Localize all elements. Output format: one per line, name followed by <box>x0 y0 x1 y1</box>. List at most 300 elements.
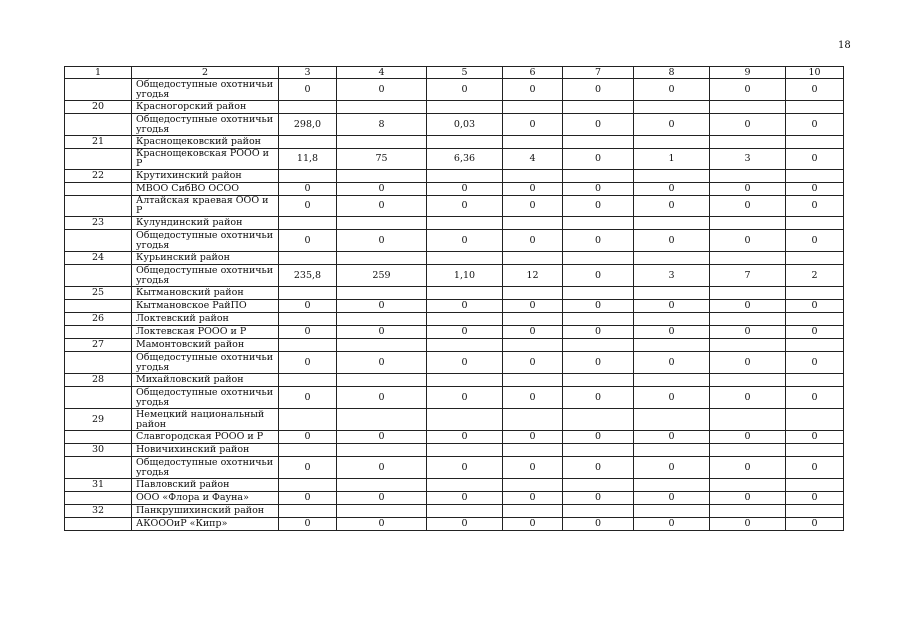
value-cell <box>427 170 503 183</box>
district-name-cell: Панкрушихинский район <box>132 505 279 518</box>
table-row <box>65 149 844 170</box>
header-cell: 2 <box>132 67 279 79</box>
value-cell: 0 <box>503 230 563 252</box>
value-cell: 0 <box>786 352 844 374</box>
value-cell: 0 <box>279 79 337 101</box>
value-cell <box>503 505 563 518</box>
value-cell: 0 <box>503 457 563 479</box>
value-cell: 0 <box>786 492 844 505</box>
value-cell: 0 <box>710 196 786 217</box>
header-cell: 1 <box>65 67 132 79</box>
organization-name-cell: Общедоступные охотничьи угодья <box>132 387 279 409</box>
value-cell: 0 <box>634 387 710 409</box>
value-cell <box>786 339 844 352</box>
value-cell: 0 <box>427 492 503 505</box>
value-cell: 0 <box>563 431 634 444</box>
value-cell <box>710 101 786 114</box>
table-row <box>65 300 844 313</box>
value-cell: 0 <box>786 149 844 170</box>
district-row <box>65 505 844 518</box>
organization-name-cell: АКОООиР «Кипр» <box>132 518 279 531</box>
value-cell <box>337 505 427 518</box>
district-name-cell: Мамонтовский район <box>132 339 279 352</box>
value-cell: 0 <box>634 352 710 374</box>
value-cell: 0 <box>503 114 563 136</box>
value-cell: 0 <box>427 457 503 479</box>
value-cell <box>786 287 844 300</box>
value-cell <box>427 217 503 230</box>
row-number-cell <box>65 326 132 339</box>
district-row <box>65 287 844 300</box>
header-cell: 5 <box>427 67 503 79</box>
value-cell: 0 <box>427 352 503 374</box>
value-cell: 0 <box>427 300 503 313</box>
value-cell <box>786 444 844 457</box>
table-row <box>65 79 844 101</box>
table-row <box>65 265 844 287</box>
value-cell <box>337 339 427 352</box>
value-cell <box>503 479 563 492</box>
value-cell <box>503 101 563 114</box>
district-row <box>65 444 844 457</box>
value-cell <box>427 409 503 431</box>
value-cell: 0 <box>563 149 634 170</box>
value-cell <box>710 170 786 183</box>
value-cell: 0,03 <box>427 114 503 136</box>
organization-name-cell: МВОО СибВО ОСОО <box>132 183 279 196</box>
header-cell: 8 <box>634 67 710 79</box>
value-cell <box>279 217 337 230</box>
value-cell: 0 <box>279 518 337 531</box>
organization-name-cell: Общедоступные охотничьи угодья <box>132 79 279 101</box>
value-cell: 0 <box>337 518 427 531</box>
organization-name-cell: Общедоступные охотничьи угодья <box>132 230 279 252</box>
district-row <box>65 101 844 114</box>
row-number-cell: 32 <box>65 505 132 518</box>
district-row <box>65 252 844 265</box>
value-cell <box>710 313 786 326</box>
hunting-grounds-table <box>64 66 844 531</box>
value-cell: 6,36 <box>427 149 503 170</box>
value-cell: 0 <box>337 300 427 313</box>
row-number-cell: 20 <box>65 101 132 114</box>
value-cell <box>634 170 710 183</box>
value-cell <box>786 409 844 431</box>
value-cell <box>786 313 844 326</box>
value-cell <box>710 505 786 518</box>
value-cell <box>337 313 427 326</box>
value-cell: 0 <box>427 230 503 252</box>
value-cell: 75 <box>337 149 427 170</box>
row-number-cell <box>65 230 132 252</box>
district-row <box>65 374 844 387</box>
value-cell <box>786 252 844 265</box>
value-cell: 0 <box>503 387 563 409</box>
value-cell: 0 <box>710 387 786 409</box>
value-cell <box>427 339 503 352</box>
value-cell <box>279 170 337 183</box>
value-cell <box>279 136 337 149</box>
page-number: 18 <box>838 40 851 51</box>
value-cell <box>786 101 844 114</box>
value-cell: 0 <box>503 196 563 217</box>
value-cell <box>503 409 563 431</box>
row-number-cell: 25 <box>65 287 132 300</box>
value-cell <box>427 252 503 265</box>
value-cell: 0 <box>427 196 503 217</box>
value-cell: 0 <box>563 326 634 339</box>
value-cell <box>427 313 503 326</box>
value-cell: 0 <box>337 183 427 196</box>
value-cell: 0 <box>337 431 427 444</box>
header-cell: 9 <box>710 67 786 79</box>
district-name-cell: Павловский район <box>132 479 279 492</box>
value-cell: 0 <box>427 326 503 339</box>
header-cell: 10 <box>786 67 844 79</box>
value-cell: 0 <box>427 431 503 444</box>
district-name-cell: Немецкий национальный район <box>132 409 279 431</box>
district-name-cell: Кулундинский район <box>132 217 279 230</box>
value-cell: 0 <box>279 431 337 444</box>
value-cell <box>710 374 786 387</box>
table-row <box>65 492 844 505</box>
value-cell: 0 <box>710 352 786 374</box>
value-cell <box>563 313 634 326</box>
value-cell <box>503 339 563 352</box>
table-row <box>65 518 844 531</box>
value-cell <box>503 444 563 457</box>
value-cell <box>634 101 710 114</box>
district-name-cell: Михайловский район <box>132 374 279 387</box>
value-cell: 0 <box>710 457 786 479</box>
value-cell: 0 <box>563 352 634 374</box>
value-cell <box>337 287 427 300</box>
value-cell: 0 <box>563 300 634 313</box>
header-row <box>65 67 844 79</box>
value-cell <box>563 479 634 492</box>
value-cell <box>427 479 503 492</box>
value-cell <box>634 374 710 387</box>
value-cell: 0 <box>427 387 503 409</box>
table-body <box>65 67 844 531</box>
value-cell <box>427 374 503 387</box>
value-cell <box>710 409 786 431</box>
row-number-cell <box>65 352 132 374</box>
value-cell: 0 <box>786 326 844 339</box>
value-cell: 0 <box>786 196 844 217</box>
value-cell <box>279 101 337 114</box>
value-cell: 0 <box>279 457 337 479</box>
table-row <box>65 183 844 196</box>
value-cell <box>279 505 337 518</box>
value-cell <box>563 170 634 183</box>
value-cell <box>279 252 337 265</box>
value-cell: 0 <box>710 114 786 136</box>
organization-name-cell: Общедоступные охотничьи угодья <box>132 352 279 374</box>
row-number-cell <box>65 518 132 531</box>
value-cell: 0 <box>337 457 427 479</box>
value-cell: 0 <box>786 300 844 313</box>
row-number-cell <box>65 79 132 101</box>
value-cell: 0 <box>279 352 337 374</box>
value-cell <box>503 374 563 387</box>
organization-name-cell: Локтевская РООО и Р <box>132 326 279 339</box>
value-cell: 0 <box>503 326 563 339</box>
header-cell: 4 <box>337 67 427 79</box>
district-row <box>65 479 844 492</box>
value-cell <box>279 479 337 492</box>
value-cell: 0 <box>337 230 427 252</box>
value-cell: 0 <box>634 431 710 444</box>
value-cell: 0 <box>786 387 844 409</box>
value-cell: 0 <box>634 114 710 136</box>
value-cell <box>337 479 427 492</box>
row-number-cell <box>65 300 132 313</box>
organization-name-cell: Общедоступные охотничьи угодья <box>132 114 279 136</box>
district-name-cell: Новичихинский район <box>132 444 279 457</box>
value-cell: 0 <box>337 326 427 339</box>
value-cell: 0 <box>634 518 710 531</box>
value-cell <box>503 313 563 326</box>
value-cell <box>786 136 844 149</box>
row-number-cell <box>65 114 132 136</box>
value-cell: 0 <box>710 326 786 339</box>
organization-name-cell: Краснощековская РООО и Р <box>132 149 279 170</box>
value-cell: 0 <box>563 114 634 136</box>
value-cell: 0 <box>563 518 634 531</box>
district-row <box>65 409 844 431</box>
value-cell <box>634 409 710 431</box>
value-cell: 0 <box>786 230 844 252</box>
value-cell: 0 <box>563 230 634 252</box>
value-cell <box>634 217 710 230</box>
row-number-cell <box>65 431 132 444</box>
row-number-cell <box>65 387 132 409</box>
value-cell <box>634 444 710 457</box>
value-cell <box>563 136 634 149</box>
value-cell: 0 <box>279 492 337 505</box>
district-name-cell: Курьинский район <box>132 252 279 265</box>
value-cell <box>710 252 786 265</box>
value-cell: 11,8 <box>279 149 337 170</box>
value-cell: 4 <box>503 149 563 170</box>
value-cell <box>634 339 710 352</box>
value-cell <box>427 287 503 300</box>
table-row <box>65 431 844 444</box>
value-cell: 8 <box>337 114 427 136</box>
value-cell: 0 <box>710 492 786 505</box>
value-cell <box>563 444 634 457</box>
value-cell: 0 <box>563 79 634 101</box>
value-cell: 0 <box>279 300 337 313</box>
value-cell <box>563 217 634 230</box>
value-cell <box>786 170 844 183</box>
value-cell <box>710 287 786 300</box>
value-cell: 0 <box>337 492 427 505</box>
value-cell <box>503 287 563 300</box>
row-number-cell: 31 <box>65 479 132 492</box>
table-row <box>65 230 844 252</box>
value-cell <box>634 287 710 300</box>
value-cell <box>786 479 844 492</box>
value-cell: 0 <box>503 300 563 313</box>
district-row <box>65 170 844 183</box>
value-cell <box>634 136 710 149</box>
value-cell: 0 <box>279 387 337 409</box>
row-number-cell <box>65 149 132 170</box>
value-cell: 298,0 <box>279 114 337 136</box>
row-number-cell <box>65 457 132 479</box>
value-cell <box>634 505 710 518</box>
district-name-cell: Красногорский район <box>132 101 279 114</box>
value-cell: 0 <box>786 518 844 531</box>
value-cell: 0 <box>563 196 634 217</box>
district-row <box>65 339 844 352</box>
value-cell: 0 <box>337 352 427 374</box>
district-row <box>65 313 844 326</box>
row-number-cell: 21 <box>65 136 132 149</box>
value-cell <box>563 252 634 265</box>
value-cell <box>634 252 710 265</box>
value-cell <box>337 252 427 265</box>
organization-name-cell: ООО «Флора и Фауна» <box>132 492 279 505</box>
value-cell <box>337 444 427 457</box>
value-cell <box>786 217 844 230</box>
district-name-cell: Краснощековский район <box>132 136 279 149</box>
value-cell: 0 <box>634 183 710 196</box>
value-cell: 2 <box>786 265 844 287</box>
value-cell: 0 <box>427 518 503 531</box>
value-cell: 0 <box>710 431 786 444</box>
value-cell: 0 <box>710 518 786 531</box>
value-cell: 0 <box>503 431 563 444</box>
row-number-cell: 27 <box>65 339 132 352</box>
value-cell <box>634 479 710 492</box>
value-cell <box>786 505 844 518</box>
value-cell: 0 <box>337 387 427 409</box>
value-cell <box>279 409 337 431</box>
organization-name-cell: Славгородская РООО и Р <box>132 431 279 444</box>
value-cell: 0 <box>786 183 844 196</box>
value-cell <box>503 252 563 265</box>
value-cell <box>279 287 337 300</box>
value-cell: 0 <box>337 79 427 101</box>
value-cell <box>503 136 563 149</box>
organization-name-cell: Алтайская краевая ООО и Р <box>132 196 279 217</box>
value-cell: 0 <box>634 492 710 505</box>
value-cell: 7 <box>710 265 786 287</box>
value-cell: 0 <box>634 79 710 101</box>
row-number-cell: 30 <box>65 444 132 457</box>
value-cell <box>563 505 634 518</box>
value-cell: 0 <box>786 79 844 101</box>
row-number-cell: 22 <box>65 170 132 183</box>
district-name-cell: Локтевский район <box>132 313 279 326</box>
value-cell <box>710 339 786 352</box>
table-row <box>65 457 844 479</box>
value-cell: 0 <box>503 518 563 531</box>
value-cell: 0 <box>786 457 844 479</box>
value-cell: 3 <box>710 149 786 170</box>
value-cell: 259 <box>337 265 427 287</box>
value-cell: 1,10 <box>427 265 503 287</box>
value-cell <box>563 287 634 300</box>
value-cell: 0 <box>503 183 563 196</box>
value-cell <box>710 479 786 492</box>
value-cell <box>279 444 337 457</box>
value-cell <box>337 409 427 431</box>
organization-name-cell: Общедоступные охотничьи угодья <box>132 457 279 479</box>
value-cell: 0 <box>634 196 710 217</box>
header-cell: 6 <box>503 67 563 79</box>
table-row <box>65 352 844 374</box>
value-cell: 0 <box>634 326 710 339</box>
row-number-cell: 28 <box>65 374 132 387</box>
district-row <box>65 217 844 230</box>
value-cell: 0 <box>503 492 563 505</box>
value-cell <box>427 101 503 114</box>
value-cell: 0 <box>786 114 844 136</box>
value-cell <box>563 374 634 387</box>
district-name-cell: Кытмановский район <box>132 287 279 300</box>
value-cell <box>563 409 634 431</box>
value-cell <box>279 339 337 352</box>
value-cell <box>563 339 634 352</box>
table-row <box>65 387 844 409</box>
value-cell: 0 <box>427 79 503 101</box>
row-number-cell <box>65 492 132 505</box>
value-cell: 0 <box>427 183 503 196</box>
value-cell: 0 <box>279 326 337 339</box>
value-cell <box>710 217 786 230</box>
header-cell: 7 <box>563 67 634 79</box>
value-cell: 0 <box>634 300 710 313</box>
value-cell: 0 <box>563 457 634 479</box>
value-cell: 0 <box>563 492 634 505</box>
value-cell: 0 <box>503 352 563 374</box>
value-cell <box>503 170 563 183</box>
row-number-cell: 24 <box>65 252 132 265</box>
row-number-cell <box>65 265 132 287</box>
value-cell: 0 <box>279 196 337 217</box>
value-cell <box>710 444 786 457</box>
organization-name-cell: Общедоступные охотничьи угодья <box>132 265 279 287</box>
district-name-cell: Крутихинский район <box>132 170 279 183</box>
value-cell <box>337 170 427 183</box>
value-cell <box>279 313 337 326</box>
value-cell: 0 <box>279 230 337 252</box>
value-cell: 0 <box>279 183 337 196</box>
table-row <box>65 114 844 136</box>
value-cell <box>634 313 710 326</box>
row-number-cell: 29 <box>65 409 132 431</box>
value-cell <box>337 101 427 114</box>
value-cell: 0 <box>710 300 786 313</box>
value-cell <box>337 217 427 230</box>
value-cell: 0 <box>563 183 634 196</box>
organization-name-cell: Кытмановское РайПО <box>132 300 279 313</box>
value-cell: 0 <box>710 79 786 101</box>
value-cell: 0 <box>710 230 786 252</box>
value-cell: 0 <box>337 196 427 217</box>
value-cell: 235,8 <box>279 265 337 287</box>
value-cell: 0 <box>634 230 710 252</box>
value-cell: 12 <box>503 265 563 287</box>
value-cell <box>427 444 503 457</box>
value-cell: 3 <box>634 265 710 287</box>
row-number-cell <box>65 196 132 217</box>
value-cell <box>786 374 844 387</box>
